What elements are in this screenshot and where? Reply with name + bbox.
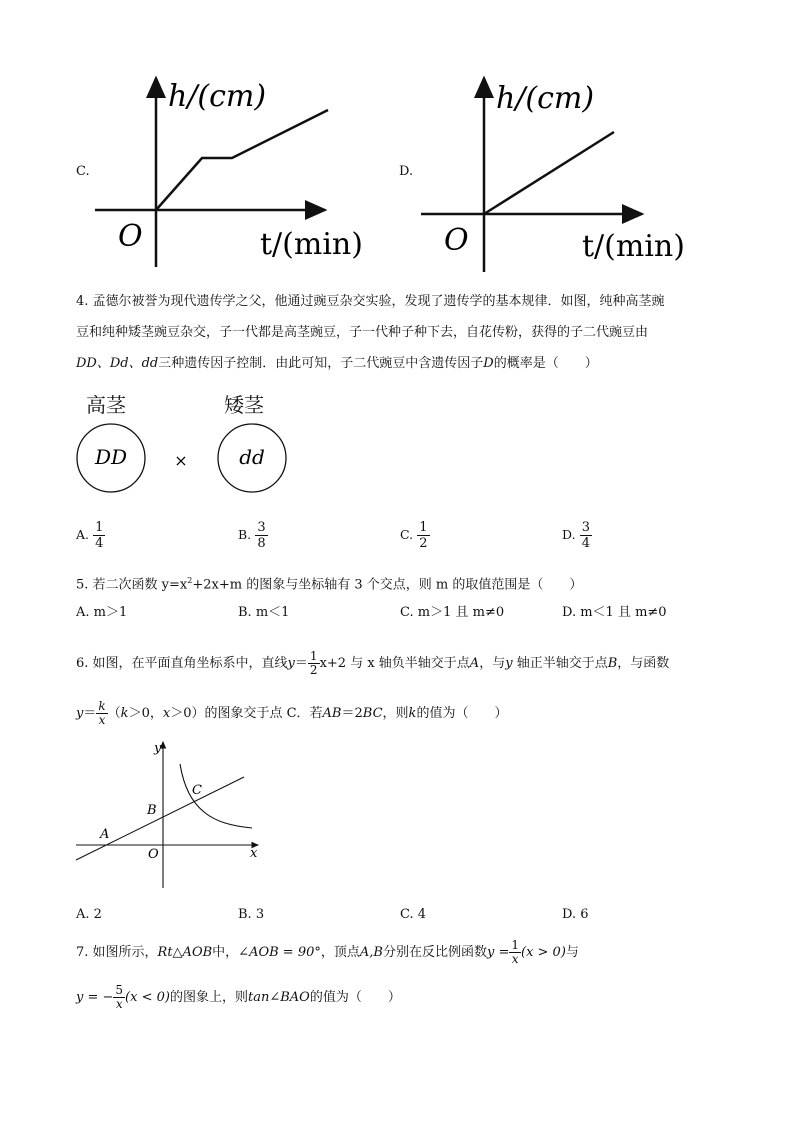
cross-symbol: × [174,451,188,470]
q4-line3-end: 的概率是（ ） [493,356,598,371]
q6-figure [72,736,272,894]
q6-text: x+2 与 x 轴负半轴交于点 [319,656,470,671]
var-y: y [287,656,295,671]
domain-condition: (x > 0) [521,945,566,960]
denominator: x [511,952,519,966]
denominator: 8 [257,536,266,551]
q5-option-d[interactable]: D. m＜1 且 m≠0 [562,605,667,620]
option-c-label: C. [76,164,90,179]
option-fraction [255,520,267,551]
q6-stem-line1 [76,650,669,677]
numerator: 1 [511,938,519,952]
k-over-x-fraction [96,700,107,727]
var-k: k [408,706,417,721]
option-label: D. [562,527,576,542]
line-ab [76,777,244,860]
option-label: B. [238,527,252,542]
function-y: y = − [76,990,114,1005]
q7-stem-line2 [76,984,401,1011]
equals: ＝ [83,706,97,721]
q6-text: 轴正半轴交于点 [512,656,608,671]
option-label: C. [400,527,414,542]
tan-expression: tan∠BAO [247,990,310,1005]
hyperbola [180,764,252,828]
x-axis-label: t/(min) [260,227,363,262]
denominator: 4 [581,536,590,551]
segment-bc: BC [362,706,383,721]
q5-option-b[interactable]: B. m＜1 [238,605,290,620]
point-a: A [469,656,480,671]
graph-option-c [90,62,390,272]
q6-text: 的值为（ ） [416,706,508,721]
q6-text: ，则 [382,706,409,721]
short-gene-text: dd [239,445,265,469]
numerator: k [98,699,106,713]
gene-d: D [483,356,494,371]
q4-option-d[interactable] [562,520,592,551]
right-angle: ∠AOB = 90° [238,945,321,960]
tall-gene-text: DD [94,445,128,469]
q5-option-c[interactable]: C. m＞1 且 m≠0 [400,605,505,620]
height-curve [156,110,328,210]
numerator: 3 [581,520,590,535]
q7-text: 分别在反比例函数 [382,945,487,960]
q6-stem-line2 [76,700,507,727]
q6-text: 6. 如图，在平面直角坐标系中，直线 [76,656,288,671]
point-c-label: C [192,783,202,798]
equals: ＝ [294,656,308,671]
gene-types: DD、Dd、dd [76,356,159,371]
q4-option-b[interactable] [238,520,268,551]
denominator: x [115,997,123,1011]
slope-fraction [308,650,320,677]
denominator: 2 [419,536,428,551]
function-y: y = [486,945,510,960]
domain-condition: (x < 0) [125,990,170,1005]
q4-line3-text: 三种遗传因子控制．由此可知，子二代豌豆中含遗传因子 [158,356,484,371]
option-label: A. [76,527,90,542]
q6-text: ＞0）的图象交于点 C．若 [170,706,323,721]
var-k: k [120,706,129,721]
q7-text: 的图象上，则 [169,990,248,1005]
q6-text: ，与 [479,656,506,671]
point-a-label: A [100,827,110,842]
numerator: 3 [257,520,266,535]
triangle-aob: Rt△AOB [157,945,213,960]
x-axis-label: x [250,846,258,861]
option-fraction [580,520,592,551]
short-stem-label: 矮茎 [224,393,264,417]
q7-text: ，顶点 [320,945,360,960]
var-y: y [76,706,84,721]
q5-stem-b: +2x+m 的图象与坐标轴有 3 个交点，则 m 的取值范围是（ ） [192,577,583,593]
five-over-x-fraction [113,984,125,1011]
y-axis-label: y [154,741,162,756]
q6-option-c[interactable]: C. 4 [400,907,427,922]
q6-text: ＝2 [341,706,363,721]
q6-option-d[interactable]: D. 6 [562,907,589,922]
y-axis-label: h/(cm) [496,81,595,116]
numerator: 1 [419,520,428,535]
q4-option-a[interactable] [76,520,105,551]
point-b-label: B [147,803,157,818]
y-axis-label: h/(cm) [168,79,267,114]
q6-option-a[interactable]: A. 2 [76,907,102,922]
q5-stem-a: 5. 若二次函数 y=x [76,577,188,593]
q6-text: ，与函数 [617,656,670,671]
origin-label: O [444,223,469,258]
numerator: 1 [95,520,104,535]
option-d-label: D. [399,164,414,179]
origin-label: O [148,847,159,862]
tall-stem-label: 高茎 [86,393,126,417]
denominator: 4 [95,536,104,551]
q7-text: 中， [212,945,239,960]
q5-superscript: 2 [187,576,193,585]
q5-option-a[interactable]: A. m＞1 [76,605,128,620]
denominator: x [98,713,106,727]
graph-option-d [416,62,716,272]
q6-option-b[interactable]: B. 3 [238,907,265,922]
denominator: 2 [309,663,318,677]
height-line [484,132,614,214]
x-axis-label: t/(min) [582,229,685,264]
q7-stem-line1 [76,939,579,966]
numerator: 1 [309,649,318,663]
point-b: B [607,656,618,671]
q5-stem [76,571,582,595]
q6-text: （ [107,706,121,721]
vertices-ab: A,B [359,945,383,960]
q4-line3 [76,354,598,374]
option-fraction [93,520,105,551]
origin-label: O [118,219,143,254]
numerator: 5 [115,983,124,997]
q7-text: 7. 如图所示， [76,945,158,960]
segment-ab: AB [322,706,342,721]
q4-line1: 4. 孟德尔被誉为现代遗传学之父，他通过豌豆杂交实验，发现了遗传学的基本规律．如图，纯种高茎豌 [76,294,665,309]
q6-text: ＞0， [128,706,163,721]
q4-option-c[interactable] [400,520,430,551]
one-over-x-fraction [509,939,521,966]
pea-cross-diagram [70,418,300,500]
var-y: y [505,656,513,671]
var-x: x [162,706,171,721]
q7-text: 与 [565,945,579,960]
q7-text: 的值为（ ） [309,990,401,1005]
q4-line2: 豆和纯种矮茎豌豆杂交，子一代都是高茎豌豆，子一代种子种下去，自花传粉，获得的子二代豌豆由 [76,325,649,340]
option-fraction [417,520,429,551]
